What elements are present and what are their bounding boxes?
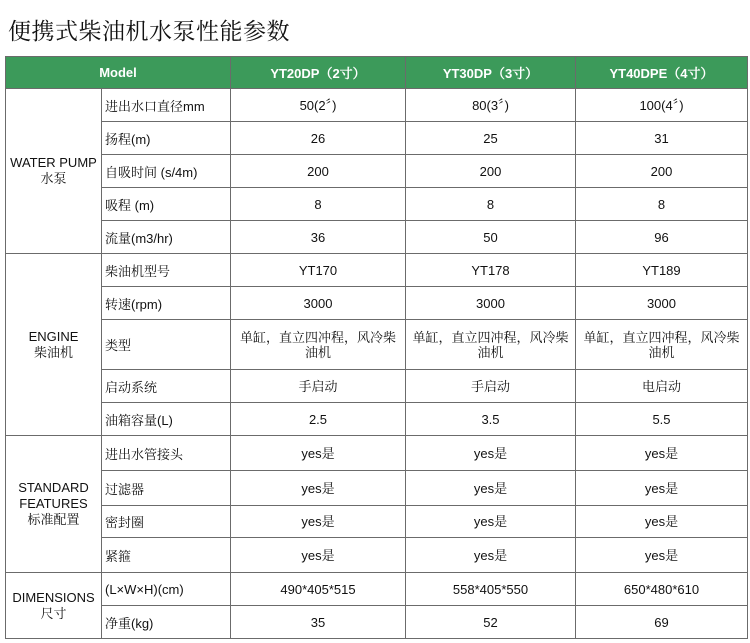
value-cell: 200 <box>406 155 576 188</box>
group-name-en: WATER PUMP <box>10 155 97 170</box>
param-label: 油箱容量(L) <box>102 403 231 436</box>
table-row <box>6 122 748 155</box>
group-name-cn: 柴油机 <box>33 344 73 360</box>
value-cell: 3000 <box>576 287 748 320</box>
table-row <box>6 188 748 221</box>
value-cell: 200 <box>231 155 406 188</box>
table-row <box>6 320 748 370</box>
value-cell: 200 <box>576 155 748 188</box>
page-title: 便携式柴油机水泵性能参数 <box>8 18 290 44</box>
value-cell: 3000 <box>231 287 406 320</box>
table-row <box>6 287 748 320</box>
table-row <box>6 436 748 471</box>
value-cell: 25 <box>406 122 576 155</box>
value-cell: 8 <box>576 188 748 221</box>
value-cell: 96 <box>576 221 748 254</box>
param-label: 过滤器 <box>102 471 231 506</box>
group-dimensions <box>6 573 102 639</box>
value-cell: yes是 <box>231 538 406 573</box>
value-cell: yes是 <box>576 471 748 506</box>
param-label: 流量(m3/hr) <box>102 221 231 254</box>
group-standard-features <box>6 436 102 573</box>
value-cell: 650*480*610 <box>576 573 748 606</box>
table-row <box>6 506 748 538</box>
table-row <box>6 471 748 506</box>
header-model-2: YT30DP（3寸） <box>406 57 576 89</box>
value-cell: 单缸，直立四冲程，风冷柴油机 <box>231 320 406 370</box>
table-row <box>6 403 748 436</box>
value-cell: 31 <box>576 122 748 155</box>
value-cell: 50 <box>406 221 576 254</box>
param-label: 净重(kg) <box>102 606 231 639</box>
value-cell: 26 <box>231 122 406 155</box>
group-name-en: DIMENSIONS <box>12 589 95 605</box>
value-cell: 5.5 <box>576 403 748 436</box>
value-cell: 3000 <box>406 287 576 320</box>
table-row <box>6 89 748 122</box>
value-cell: yes是 <box>576 538 748 573</box>
table-row <box>6 221 748 254</box>
param-label: 类型 <box>102 320 231 370</box>
value-cell: yes是 <box>576 436 748 471</box>
group-water-pump <box>6 89 102 254</box>
value-cell: yes是 <box>406 471 576 506</box>
value-cell: 36 <box>231 221 406 254</box>
value-cell: 80(3〞) <box>406 89 576 122</box>
value-cell: yes是 <box>231 436 406 471</box>
param-label: 柴油机型号 <box>102 254 231 287</box>
table-row <box>6 254 748 287</box>
table-row <box>6 155 748 188</box>
header-model-1: YT20DP（2寸） <box>231 57 406 89</box>
header-model-label: Model <box>6 57 231 89</box>
group-name-cn: 尺寸 <box>40 605 67 621</box>
param-label: 进出水口直径mm <box>102 89 231 122</box>
value-cell: 3.5 <box>406 403 576 436</box>
value-cell: 558*405*550 <box>406 573 576 606</box>
group-name-en: ENGINE <box>28 328 79 344</box>
value-cell: 490*405*515 <box>231 573 406 606</box>
table-row <box>6 606 748 639</box>
value-cell: 50(2〞) <box>231 89 406 122</box>
spec-table <box>5 56 748 639</box>
group-name-cn: 水泵 <box>40 171 67 186</box>
value-cell: 单缸，直立四冲程，风冷柴油机 <box>406 320 576 370</box>
value-cell: yes是 <box>231 471 406 506</box>
group-name-cn: 标准配置 <box>27 512 80 527</box>
param-label: 转速(rpm) <box>102 287 231 320</box>
param-label: 密封圈 <box>102 506 231 538</box>
value-cell: 8 <box>406 188 576 221</box>
table-row <box>6 370 748 403</box>
param-label: 紧箍 <box>102 538 231 573</box>
param-label: (L×W×H)(cm) <box>102 573 231 606</box>
value-cell: 2.5 <box>231 403 406 436</box>
value-cell: 手启动 <box>231 370 406 403</box>
param-label: 扬程(m) <box>102 122 231 155</box>
value-cell: 电启动 <box>576 370 748 403</box>
value-cell: yes是 <box>231 506 406 538</box>
value-cell: 100(4〞) <box>576 89 748 122</box>
value-cell: yes是 <box>576 506 748 538</box>
value-cell: 单缸，直立四冲程，风冷柴油机 <box>576 320 748 370</box>
value-cell: yes是 <box>406 538 576 573</box>
value-cell: 69 <box>576 606 748 639</box>
param-label: 进出水管接头 <box>102 436 231 471</box>
header-row <box>6 57 748 89</box>
param-label: 吸程 (m) <box>102 188 231 221</box>
param-label: 启动系统 <box>102 370 231 403</box>
value-cell: YT178 <box>406 254 576 287</box>
value-cell: yes是 <box>406 506 576 538</box>
value-cell: YT170 <box>231 254 406 287</box>
value-cell: 8 <box>231 188 406 221</box>
value-cell: YT189 <box>576 254 748 287</box>
header-model-3: YT40DPE（4寸） <box>576 57 748 89</box>
value-cell: 52 <box>406 606 576 639</box>
table-row <box>6 573 748 606</box>
param-label: 自吸时间 (s/4m) <box>102 155 231 188</box>
value-cell: yes是 <box>406 436 576 471</box>
table-row <box>6 538 748 573</box>
value-cell: 35 <box>231 606 406 639</box>
value-cell: 手启动 <box>406 370 576 403</box>
group-engine <box>6 254 102 436</box>
group-name-en: STANDARD FEATURES <box>18 480 89 511</box>
